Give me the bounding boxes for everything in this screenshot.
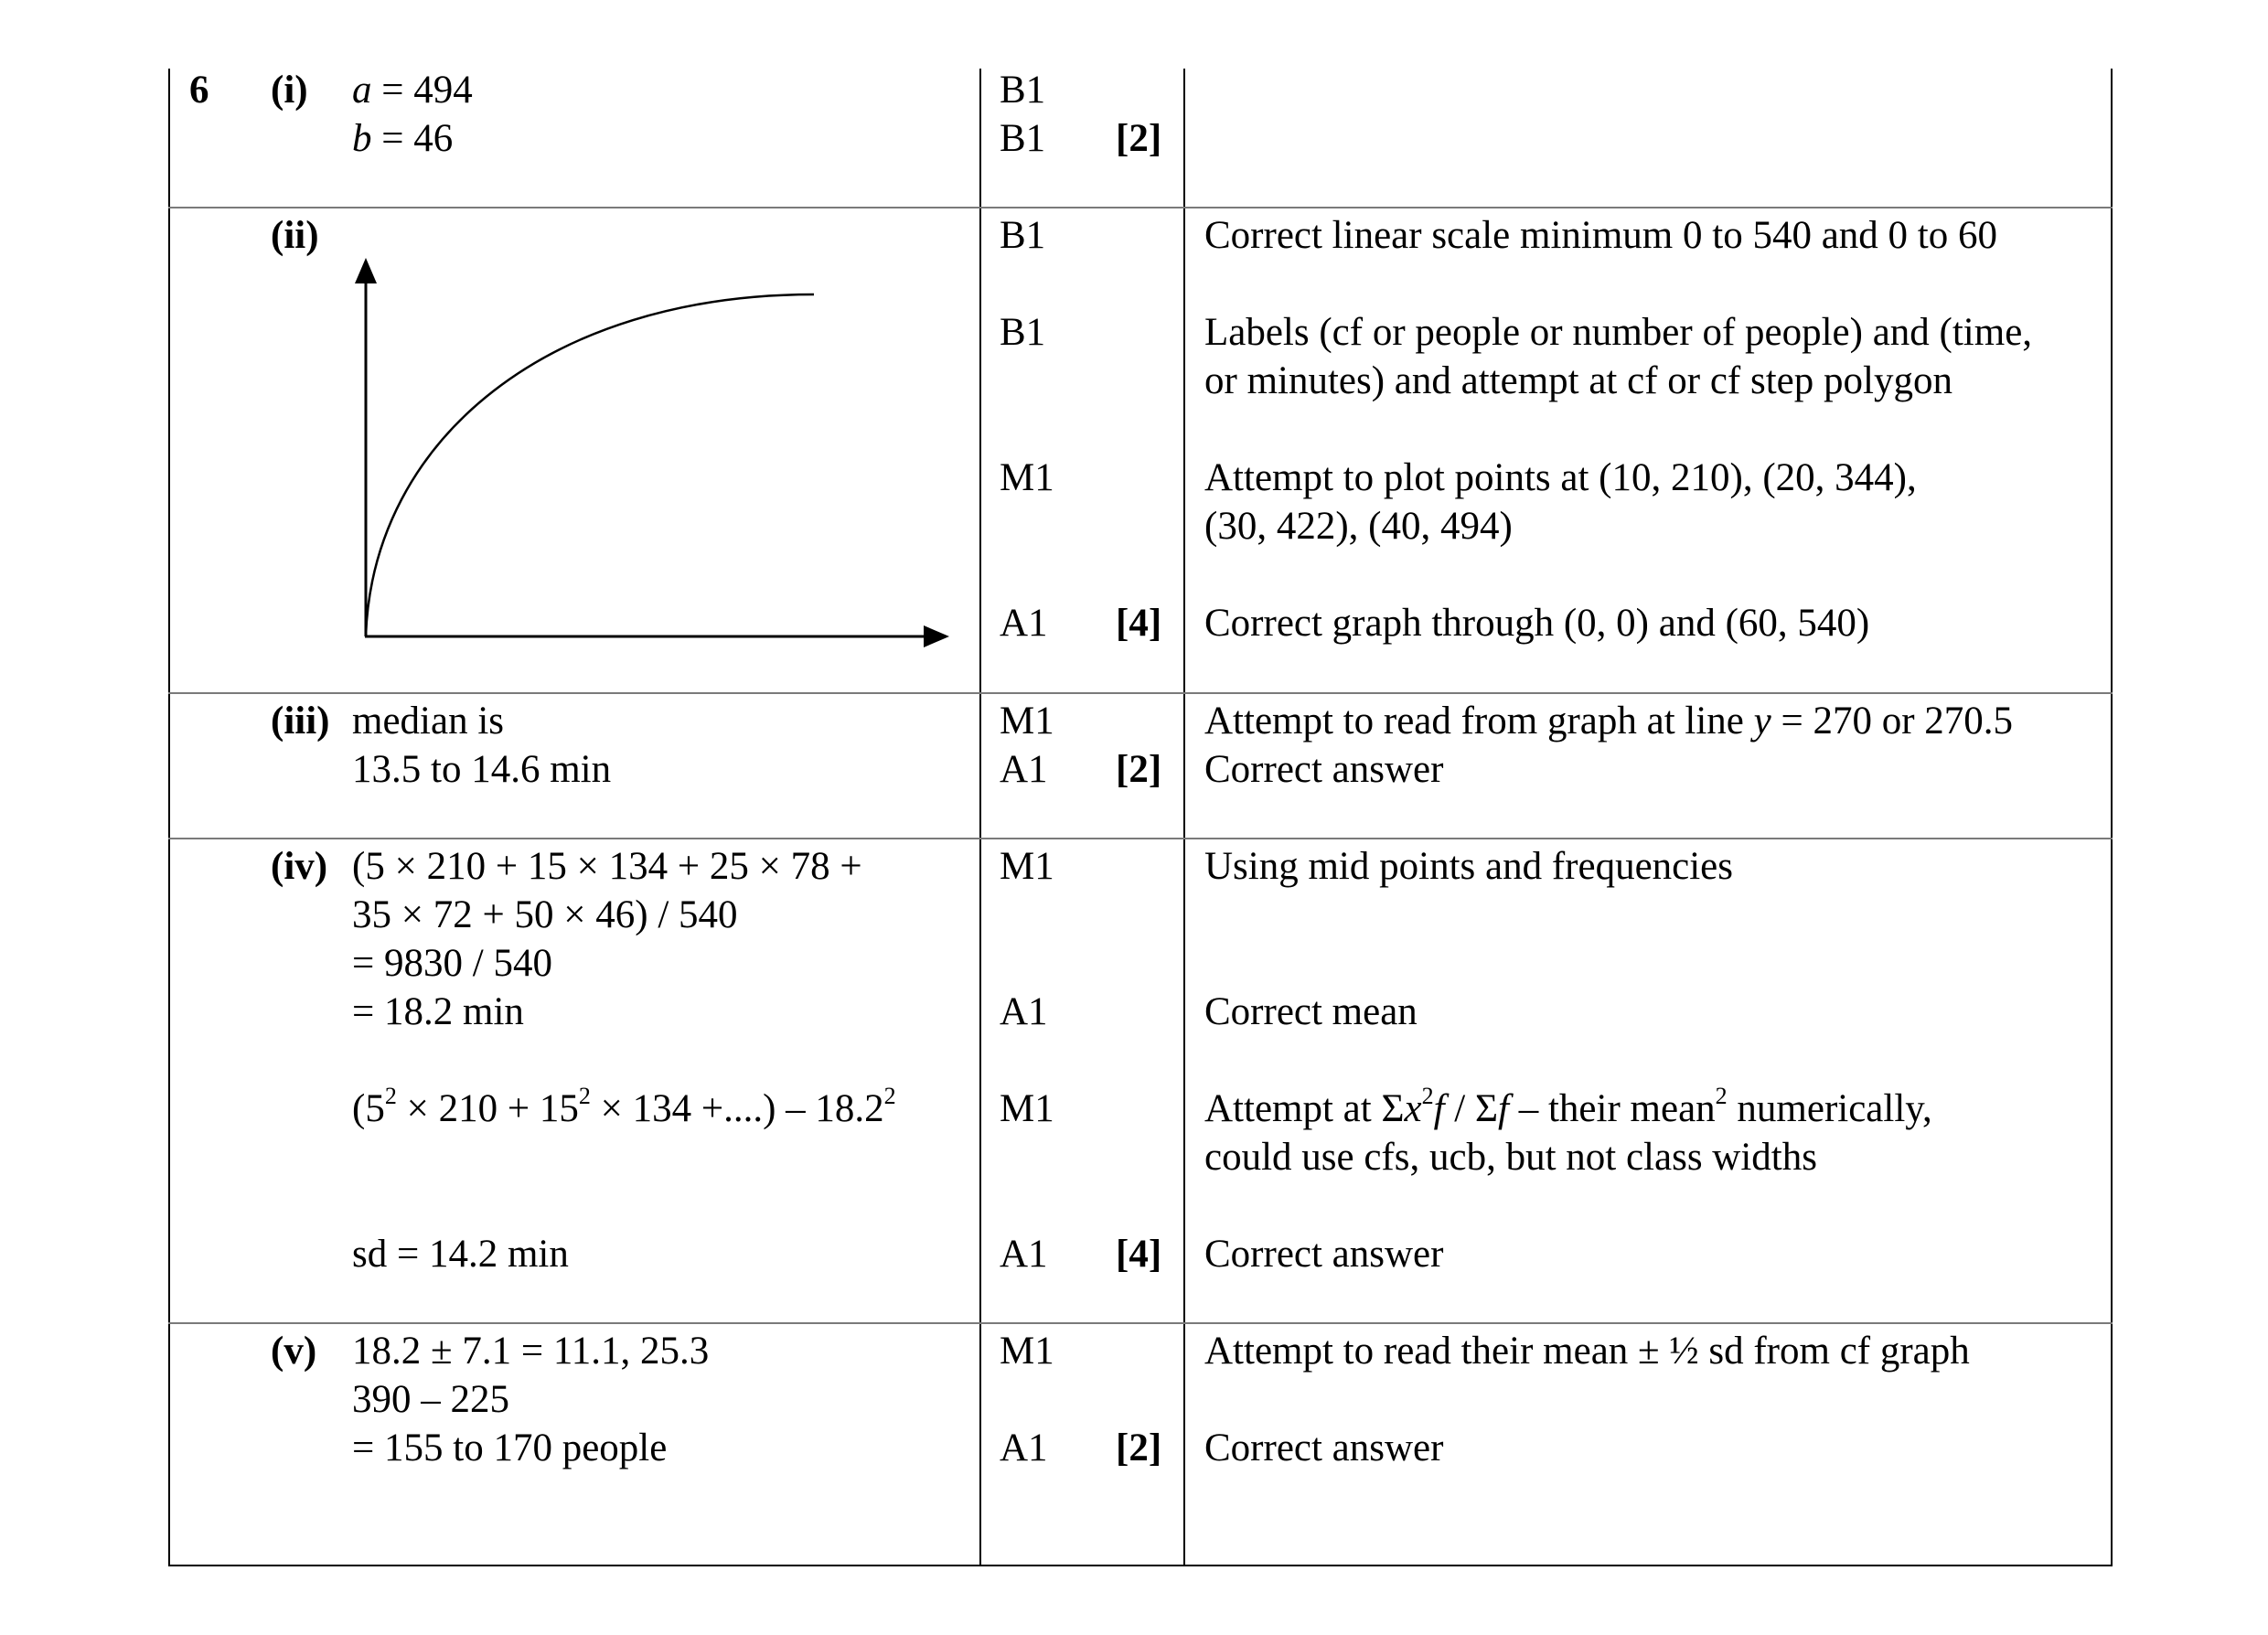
guidance-note: Attempt to plot points at (10, 210), (20, 344), <box>1204 456 1917 499</box>
part-label-iv: (iv) <box>271 845 328 888</box>
guidance-note: Correct linear scale minimum 0 to 540 and 0 to 60 <box>1204 214 1997 257</box>
variable-b: b <box>352 117 372 160</box>
mark-total: [4] <box>1116 1233 1162 1276</box>
mark-total: [4] <box>1116 602 1162 645</box>
x-axis-arrow-icon <box>924 625 949 647</box>
answer-a: a = 494 <box>352 69 473 112</box>
mark-code: B1 <box>1000 311 1046 354</box>
guidance-note: Using mid points and frequencies <box>1204 845 1734 888</box>
mark-code: B1 <box>1000 69 1046 112</box>
mark-code: A1 <box>1000 602 1048 645</box>
guidance-note: Attempt to read their mean ± ½ sd from cf graph <box>1204 1330 1970 1373</box>
guidance-note: Correct mean <box>1204 990 1418 1033</box>
part-label-iii: (iii) <box>271 700 330 743</box>
guidance-note: or minutes) and attempt at cf or cf step polygon <box>1204 359 1952 402</box>
answer-line: 18.2 ± 7.1 = 11.1, 25.3 <box>352 1330 710 1373</box>
part-label-i: (i) <box>271 69 308 112</box>
guidance-note: Attempt at $\Sigma x^2f$ / Σf – their mean$^2$ numerically, <box>1204 1082 1932 1130</box>
sd-answer: sd = 14.2 min <box>352 1233 569 1276</box>
mark-code: M1 <box>1000 845 1054 888</box>
guidance-note: Correct answer <box>1204 748 1444 791</box>
mark-code: A1 <box>1000 748 1048 791</box>
guidance-note: Correct answer <box>1204 1427 1444 1469</box>
variable-a: a <box>352 69 372 112</box>
cf-curve <box>366 294 814 636</box>
variance-working: ($5^2 \times 210 + 15^2 \times 134$ +....) – 18.2$^2$ <box>352 1082 896 1130</box>
mark-code: M1 <box>1000 700 1054 743</box>
answer-line: 13.5 to 14.6 min <box>352 748 612 791</box>
guidance-note: Correct graph through (0, 0) and (60, 540) <box>1204 602 1870 645</box>
mark-code: M1 <box>1000 1330 1054 1373</box>
mark-code: M1 <box>1000 456 1054 499</box>
question-number: 6 <box>189 69 209 112</box>
part-label-v: (v) <box>271 1330 317 1373</box>
mark-code: A1 <box>1000 1427 1048 1469</box>
mark-code: B1 <box>1000 214 1046 257</box>
part-label-ii: (ii) <box>271 214 319 257</box>
guidance-note: Correct answer <box>1204 1233 1444 1276</box>
answer-line: (5 × 210 + 15 × 134 + 25 × 78 + <box>352 845 862 888</box>
answer-line: = 9830 / 540 <box>352 942 552 985</box>
answer-line: = 155 to 170 people <box>352 1427 668 1469</box>
mark-code: A1 <box>1000 990 1048 1033</box>
mark-code: B1 <box>1000 117 1046 160</box>
answer-line: 35 × 72 + 50 × 46) / 540 <box>352 893 738 936</box>
mark-total: [2] <box>1116 1427 1162 1469</box>
mark-total: [2] <box>1116 748 1162 791</box>
answer-line: median is <box>352 700 504 743</box>
mark-code: M1 <box>1000 1087 1054 1130</box>
guidance-note: could use cfs, ucb, but not class widths <box>1204 1136 1817 1179</box>
guidance-note: (30, 422), (40, 494) <box>1204 505 1513 548</box>
guidance-note: Labels (cf or people or number of people) and (time, <box>1204 311 2033 354</box>
answer-line: = 18.2 min <box>352 990 524 1033</box>
answer-b: b = 46 <box>352 117 454 160</box>
mark-code: A1 <box>1000 1233 1048 1276</box>
y-axis-arrow-icon <box>355 258 377 283</box>
guidance-note: Attempt to read from graph at line y = 270 or 270.5 <box>1204 700 2014 743</box>
mark-total: [2] <box>1116 117 1162 160</box>
answer-line: 390 – 225 <box>352 1378 509 1421</box>
